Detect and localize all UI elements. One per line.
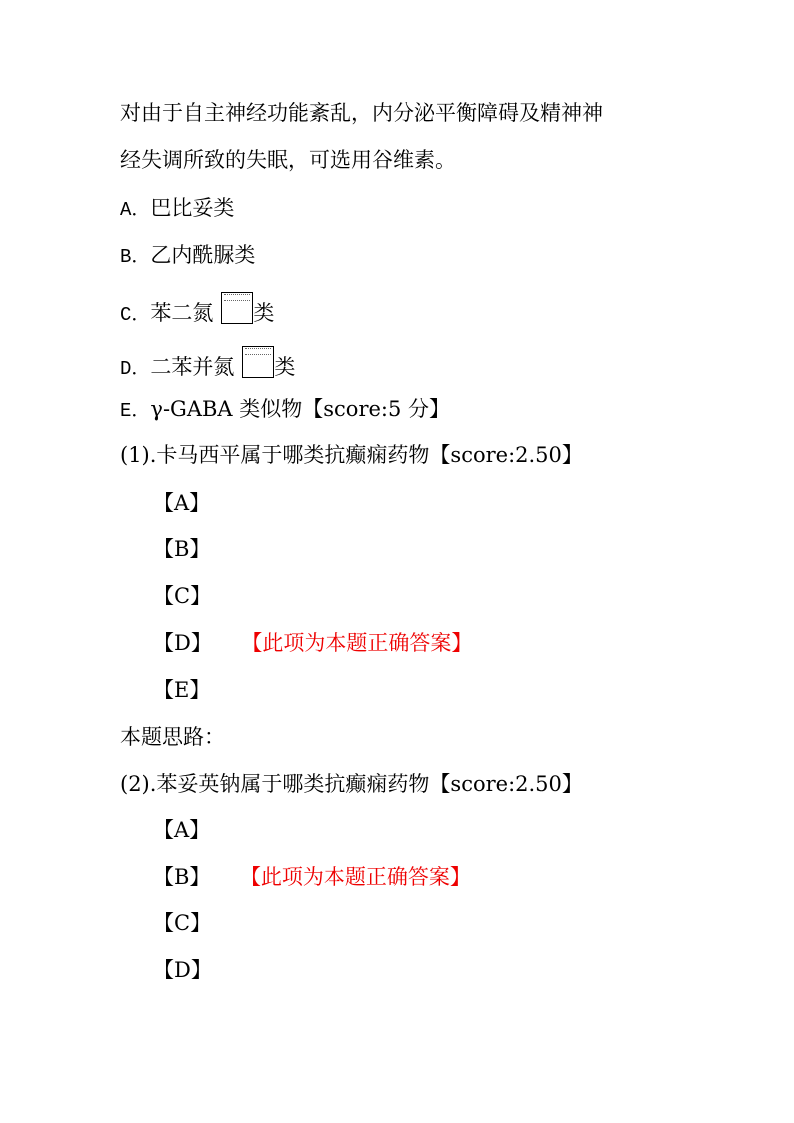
q1-option-c: 【C】 [153,584,212,608]
choice-text: 乙内酰脲类 [150,243,256,267]
explanation-label: 本题思路： [120,725,225,749]
question-stem-line-2: 经失调所致的失眠，可选用谷维素。 [120,148,456,172]
choice-b [120,241,255,271]
q2-option-c: 【C】 [153,911,212,935]
choice-text-suffix: 类 [274,355,296,379]
choice-letter: C． [120,304,151,326]
q2-option-d: 【D】 [153,958,212,982]
choice-e [120,395,450,425]
sub-question-2-title: (2).苯妥英钠属于哪类抗癫痫药物【score:2.50】 [120,772,583,796]
choice-letter: D． [120,358,151,380]
q1-option-a: 【A】 [153,491,211,515]
option-label: 【D】 [153,631,212,655]
choice-d [120,346,295,383]
choice-text: γ-GABA 类似物【score:5 分】 [150,397,451,421]
choice-letter: B． [120,246,151,268]
question-stem-line-1: 对由于自主神经功能紊乱，内分泌平衡障碍及精神神 [120,101,603,125]
q1-option-d [153,629,472,657]
correct-answer-note: 【此项为本题正确答案】 [251,631,473,655]
choice-text: 苯二氮 [150,301,214,325]
formula-image-icon [242,346,274,378]
q2-option-b [153,863,471,891]
q1-option-b: 【B】 [153,537,211,561]
choice-text: 巴比妥类 [150,196,235,220]
sub-question-1-title: (1).卡马西平属于哪类抗癫痫药物【score:2.50】 [120,443,583,467]
choice-a [120,194,234,224]
formula-image-icon [221,292,253,324]
choice-c [120,292,274,329]
option-label: 【B】 [153,865,211,889]
q2-option-a: 【A】 [153,818,211,842]
q1-option-e: 【E】 [153,678,211,702]
choice-text-suffix: 类 [253,301,275,325]
correct-answer-note: 【此项为本题正确答案】 [250,865,471,889]
choice-letter: E． [120,400,151,422]
choice-letter: A． [120,199,151,221]
choice-text: 二苯并氮 [150,355,235,379]
